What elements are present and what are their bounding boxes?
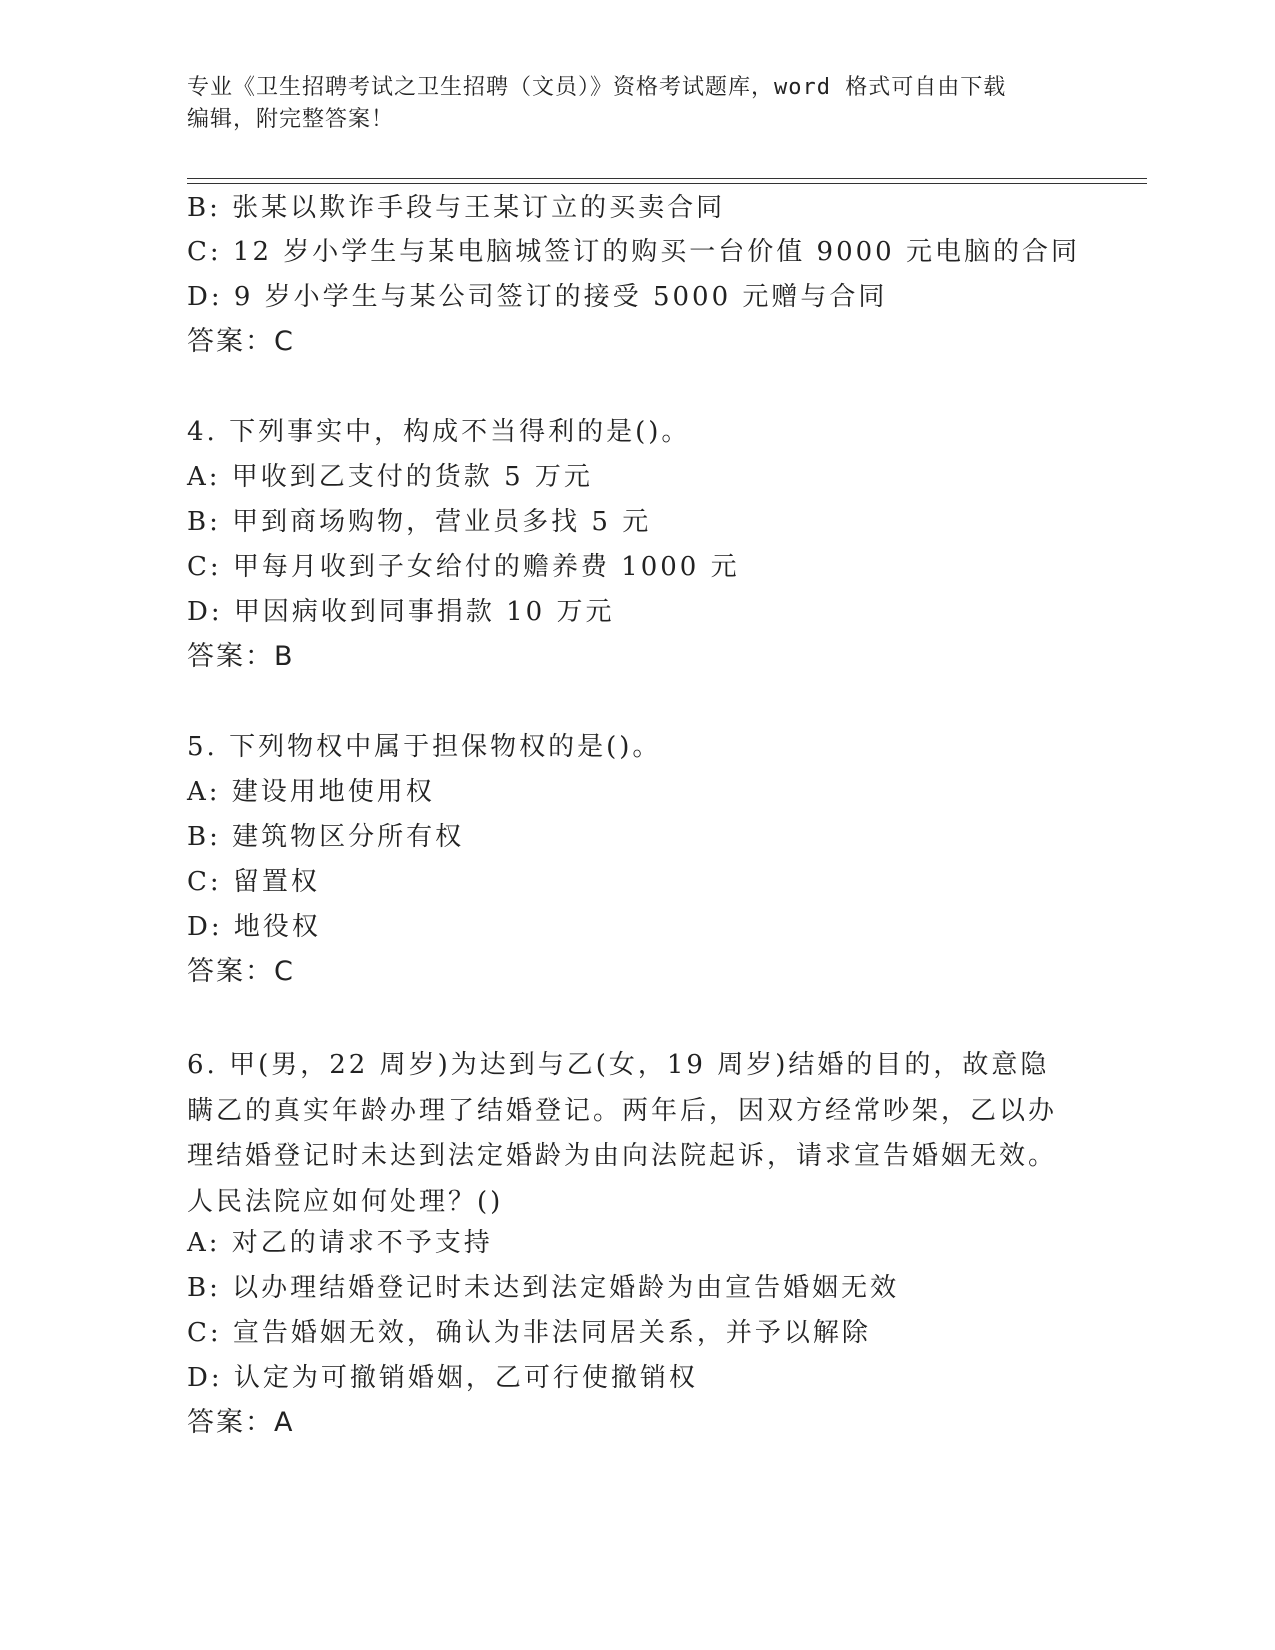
document-header bbox=[187, 72, 1087, 136]
q5-option-b: B: 建筑物区分所有权 bbox=[187, 822, 465, 852]
header-line-1: 专业《卫生招聘考试之卫生招聘（文员）》资格考试题库，word 格式可自由下载 bbox=[187, 75, 1007, 100]
q6-option-b: B: 以办理结婚登记时未达到法定婚龄为由宣告婚姻无效 bbox=[187, 1273, 900, 1303]
q4-option-d: D: 甲因病收到同事捐款 10 万元 bbox=[187, 597, 615, 627]
q6-option-c: C: 宣告婚姻无效，确认为非法同居关系，并予以解除 bbox=[187, 1318, 871, 1348]
q5-option-d: D: 地役权 bbox=[187, 912, 321, 942]
q6-option-d: D: 认定为可撤销婚姻，乙可行使撤销权 bbox=[187, 1363, 698, 1393]
header-divider-bottom bbox=[187, 183, 1147, 184]
header-line-2: 编辑，附完整答案！ bbox=[187, 107, 395, 132]
q5-option-c: C: 留置权 bbox=[187, 867, 320, 897]
q3-option-d: D: 9 岁小学生与某公司签订的接受 5000 元赠与合同 bbox=[187, 282, 888, 312]
q6-option-a: A: 对乙的请求不予支持 bbox=[187, 1228, 493, 1258]
q3-option-c: C: 12 岁小学生与某电脑城签订的购买一台价值 9000 元电脑的合同 bbox=[187, 237, 1080, 267]
q4-question: 4. 下列事实中，构成不当得利的是()。 bbox=[187, 417, 691, 447]
q5-question: 5. 下列物权中属于担保物权的是()。 bbox=[187, 732, 662, 762]
q3-option-b: B: 张某以欺诈手段与王某订立的买卖合同 bbox=[187, 193, 726, 223]
q4-answer: 答案：B bbox=[187, 641, 295, 672]
q4-option-a: A: 甲收到乙支付的货款 5 万元 bbox=[187, 462, 593, 492]
header-divider-top bbox=[187, 178, 1147, 179]
q6-question: 6. 甲(男，22 周岁)为达到与乙(女，19 周岁)结婚的目的，故意隐瞒乙的真实年龄办理了结婚登记。两年后，因双方经常吵架，乙以办理结婚登记时未达到法定婚龄为由向法院起诉，请求宣告婚姻无效。人民法院应如何处理？() bbox=[187, 1050, 1058, 1217]
q4-option-c: C: 甲每月收到子女给付的赡养费 1000 元 bbox=[187, 552, 740, 582]
q5-answer: 答案：C bbox=[187, 956, 295, 987]
q4-option-b: B: 甲到商场购物，营业员多找 5 元 bbox=[187, 507, 652, 537]
q3-answer: 答案：C bbox=[187, 326, 295, 357]
q5-option-a: A: 建设用地使用权 bbox=[187, 777, 435, 807]
q6-answer: 答案：A bbox=[187, 1407, 295, 1438]
